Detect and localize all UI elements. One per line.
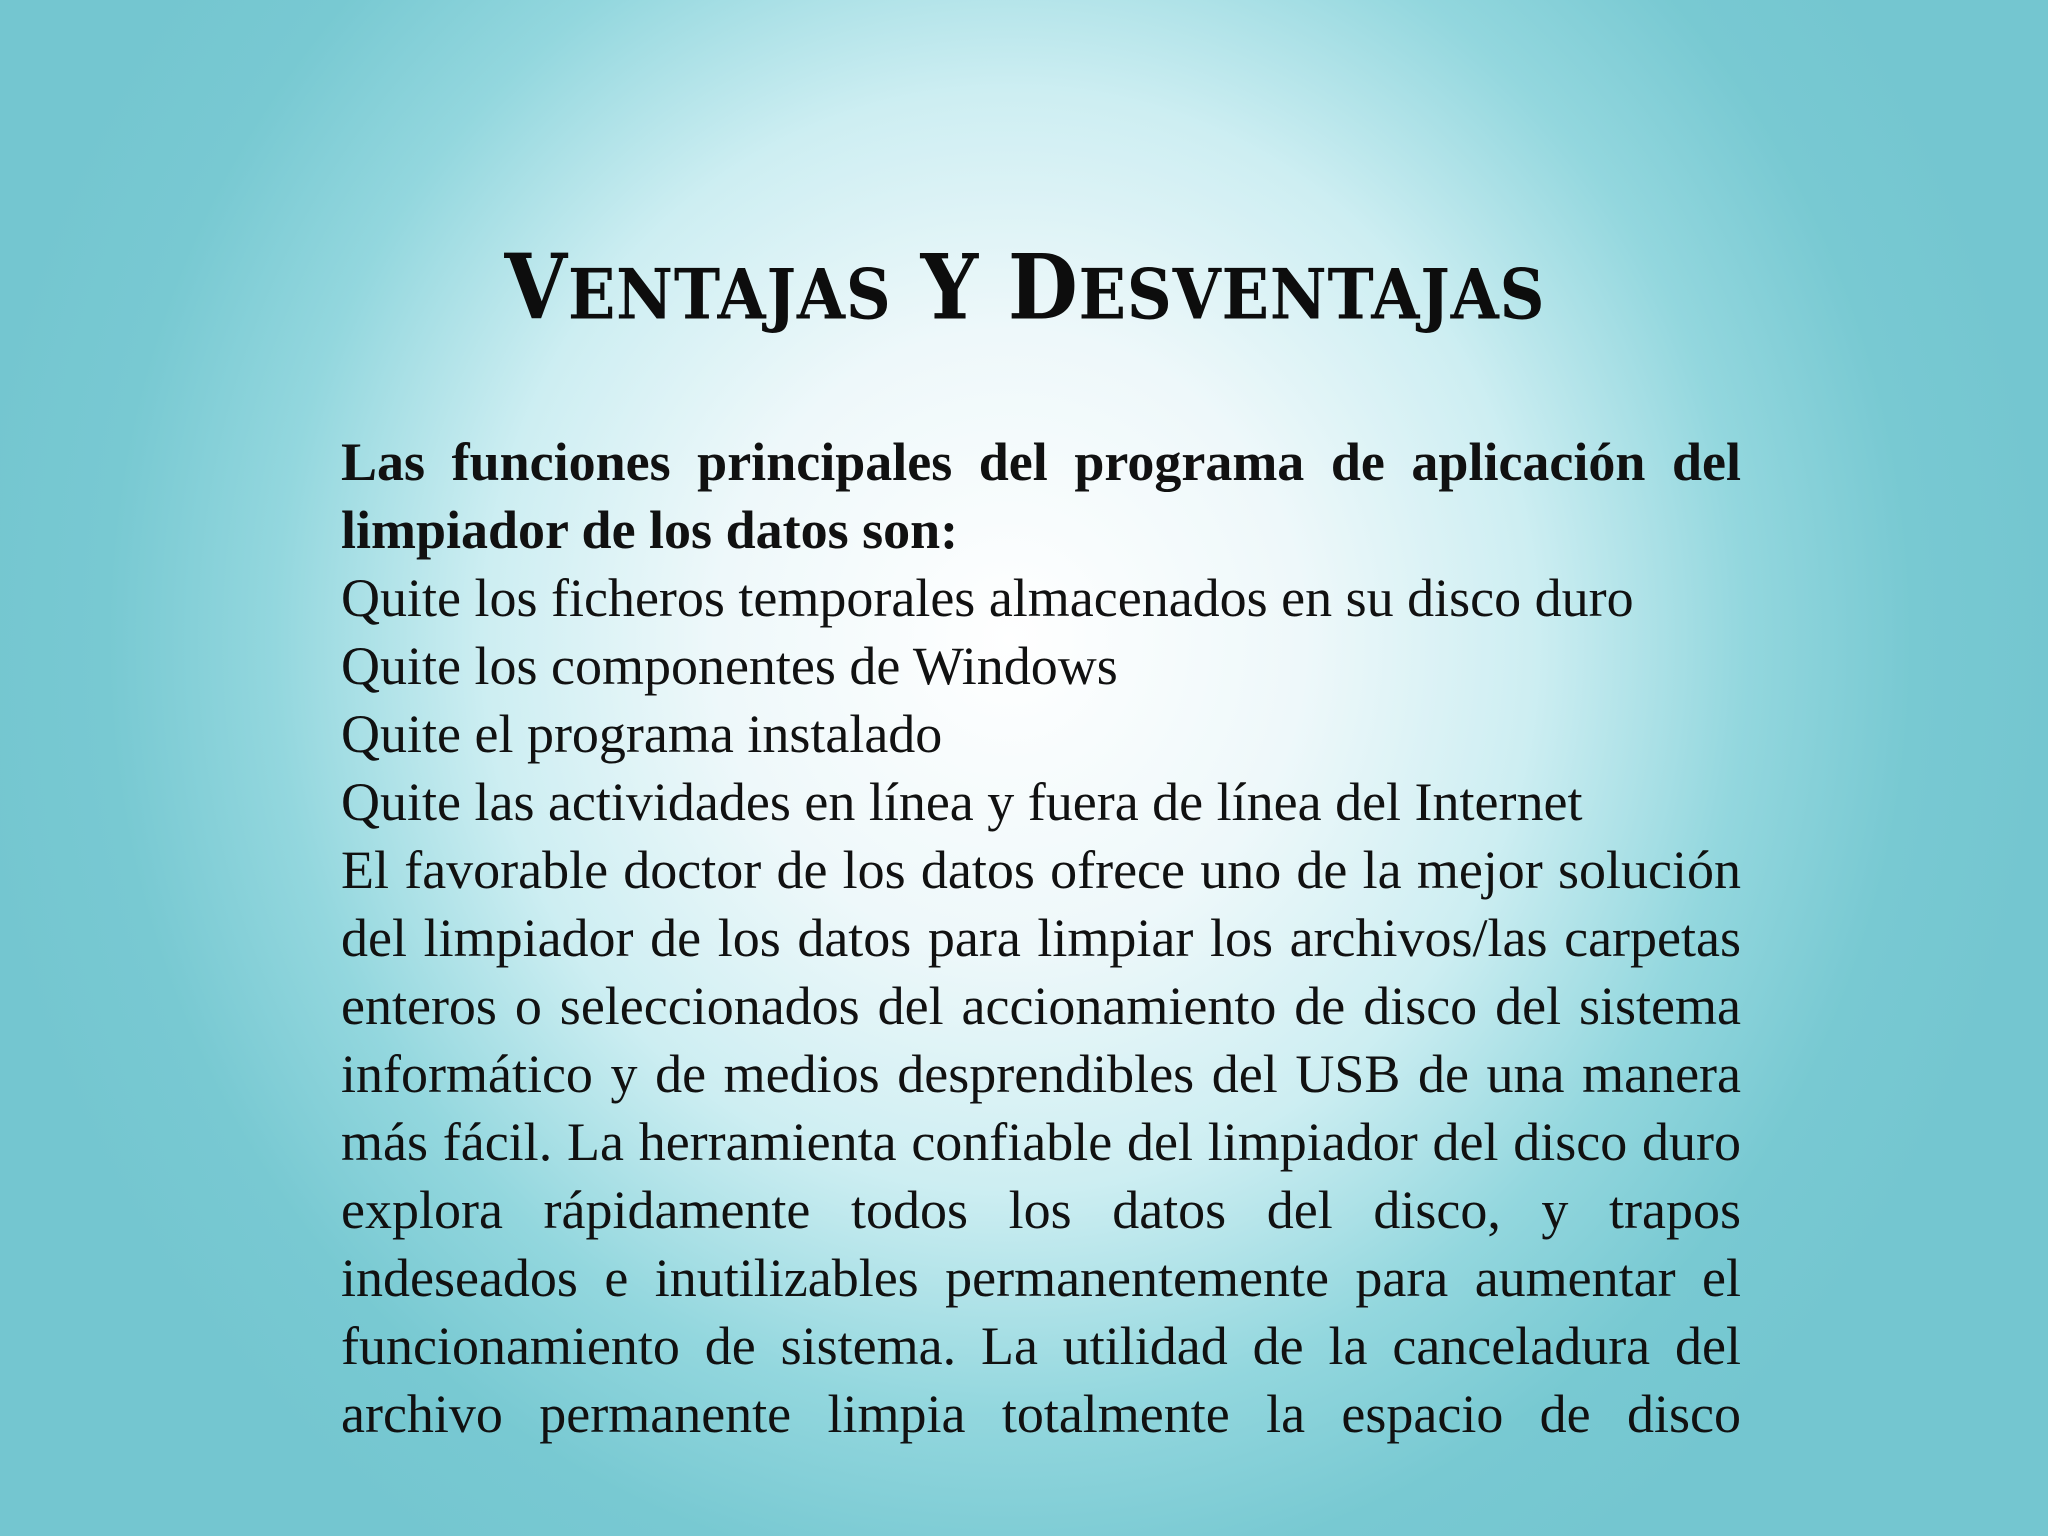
body-paragraph: El favorable doctor de los datos ofrece uno de la mejor solución del limpiador de los datos para limpiar los archivos/las carpetas enteros o seleccionados del accionamiento de disco del sistema informático y de medios desprendibles del USB de una manera más fácil. La herramienta confiable del limpiador del disco duro explora rápidamente todos los datos del disco, y trapos indeseados e inutilizables permanentemente para aumentar el funcionamiento de sistema. La utilidad de la canceladura del archivo permanente limpia totalmente la espacio de disco bbox=[341, 840, 1741, 1444]
list-item: Quite las actividades en línea y fuera de línea del Internet bbox=[341, 772, 1583, 832]
slide-title-text: VENTAJAS Y DESVENTAJAS bbox=[504, 233, 1546, 340]
slide-title bbox=[165, 233, 1885, 347]
intro-text: Las funciones principales del programa de aplicación del limpiador de los datos son: bbox=[341, 432, 1741, 560]
list-item: Quite los ficheros temporales almacenados en su disco duro bbox=[341, 568, 1634, 628]
list-item: Quite el programa instalado bbox=[341, 704, 943, 764]
list-item: Quite los componentes de Windows bbox=[341, 636, 1118, 696]
slide-body bbox=[341, 428, 1741, 1448]
